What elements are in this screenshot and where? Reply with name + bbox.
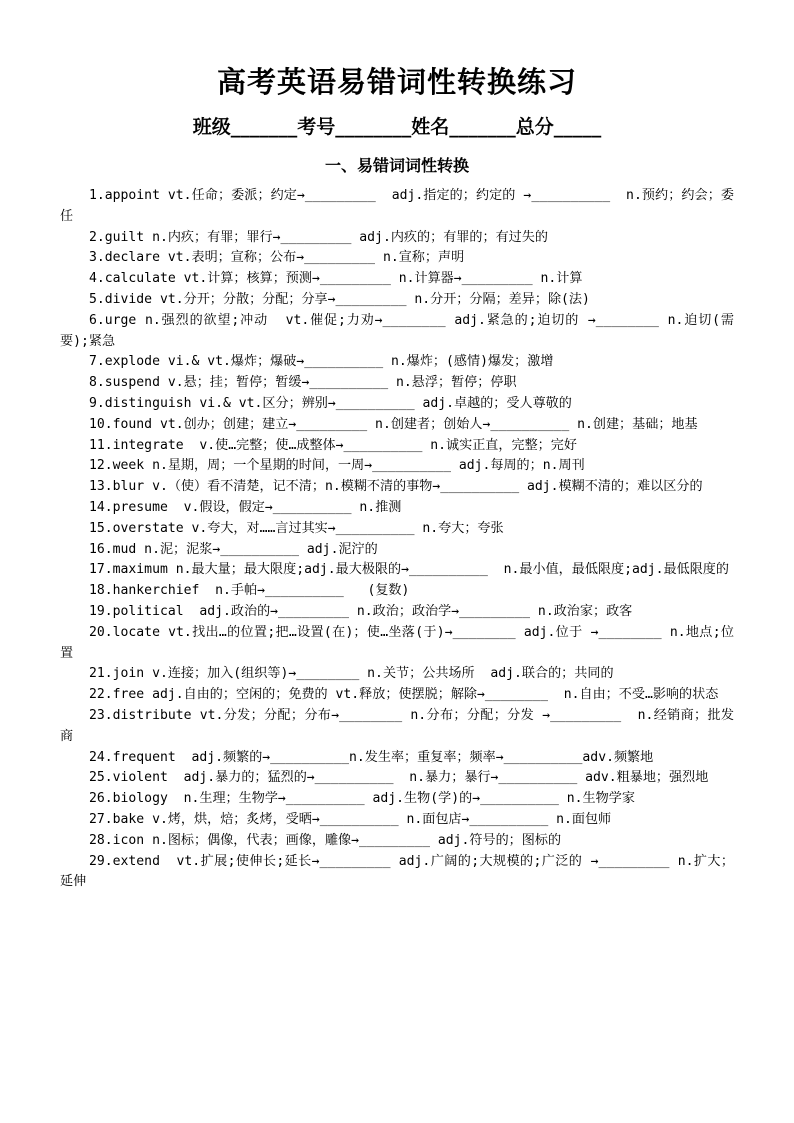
exercise-list [60,186,734,893]
exercise-item: 7.explode vi.& vt.爆炸；爆破→__________ n.爆炸；(感情)爆发；激增 [89,354,554,370]
exercise-item: 8.suspend v.悬；挂；暂停；暂缓→__________ n.悬浮；暂停；停职 [89,375,517,391]
exercise-item: 20.locate vt.找出…的位置;把…设置(在)；使…坐落(于)→________ adj.位于 →________ n.地点;位置 [60,624,734,661]
exercise-item: 29.extend vt.扩展;使伸长;延长→_________ adj.广阔的;大规模的;广泛的 →_________ n.扩大；延伸 [60,853,734,890]
exercise-item: 3.declare vt.表明；宣称；公布→_________ n.宣称；声明 [89,250,465,266]
student-info-line: 班级_______考号________姓名_______总分_____ [192,116,602,138]
exercise-item: 16.mud n.泥；泥浆→__________ adj.泥泞的 [89,541,378,557]
exercise-item: 24.frequent adj.频繁的→__________n.发生率；重复率；频率→__________adv.频繁地 [89,749,654,765]
exercise-item: 1.appoint vt.任命；委派；约定→_________ adj.指定的；约定的 →__________ n.预约；约会；委任 [60,188,734,224]
exercise-item: 12.week n.星期，周；一个星期的时间，一周→__________ adj.每周的；n.周刊 [89,458,585,474]
exercise-item: 17.maximum n.最大量；最大限度;adj.最大极限的→__________ n.最小值，最低限度;adj.最低限度的 [89,562,729,578]
exercise-item: 11.integrate v.使…完整；使…成整体→__________ n.诚实正直，完整；完好 [89,437,577,453]
exercise-item: 2.guilt n.内疚；有罪；罪行→_________ adj.内疚的；有罪的；有过失的 [89,229,548,245]
exercise-item: 27.bake v.烤，烘，焙；炙烤，受晒→__________ n.面包店→__________ n.面包师 [89,811,612,827]
worksheet-title: 高考英语易错词性转换练习 [216,65,577,99]
exercise-item: 28.icon n.图标；偶像，代表；画像，雕像→_________ adj.符号的；图标的 [89,832,562,848]
section-heading: 一、易错词词性转换 [324,156,469,175]
exercise-item: 25.violent adj.暴力的；猛烈的→__________ n.暴力；暴行→__________ adv.粗暴地；强烈地 [89,770,709,786]
exercise-item: 10.found vt.创办；创建；建立→_________ n.创建者；创始人→__________ n.创建；基础；地基 [89,416,698,432]
exercise-item: 21.join v.连接；加入(组织等)→________ n.关节；公共场所 adj.联合的；共同的 [89,666,614,682]
exercise-item: 18.hankerchief n.手帕→__________ (复数) [89,583,410,599]
exercise-item: 13.blur v.（使）看不清楚，记不清；n.模糊不清的事物→__________ adj.模糊不清的；难以区分的 [89,479,703,495]
exercise-item: 9.distinguish vi.& vt.区分；辨别→__________ adj.卓越的；受人尊敬的 [89,395,572,411]
exercise-item: 26.biology n.生理；生物学→__________ adj.生物(学)的→__________ n.生物学家 [89,791,635,807]
exercise-item: 14.presume v.假设，假定→__________ n.推测 [89,499,402,515]
exercise-item: 15.overstate v.夸大，对……言过其实→__________ n.夸大；夸张 [89,520,504,536]
exercise-item: 22.free adj.自由的；空闲的；免费的 vt.释放；使摆脱；解除→________ n.自由；不受…影响的状态 [89,687,719,703]
exercise-item: 6.urge n.强烈的欲望;冲动 vt.催促;力劝→________ adj.紧急的;迫切的 →________ n.迫切(需要);紧急 [60,312,734,349]
exercise-item: 4.calculate vt.计算；核算；预测→_________ n.计算器→_________ n.计算 [89,271,583,287]
exercise-item: 23.distribute vt.分发；分配；分布→________ n.分布；分配；分发 →_________ n.经销商；批发商 [60,707,734,744]
exercise-item: 19.political adj.政治的→_________ n.政治；政治学→_________ n.政治家；政客 [89,603,633,619]
exercise-item: 5.divide vt.分开；分散；分配；分享→_________ n.分开；分隔；差异；除(法) [89,291,590,307]
